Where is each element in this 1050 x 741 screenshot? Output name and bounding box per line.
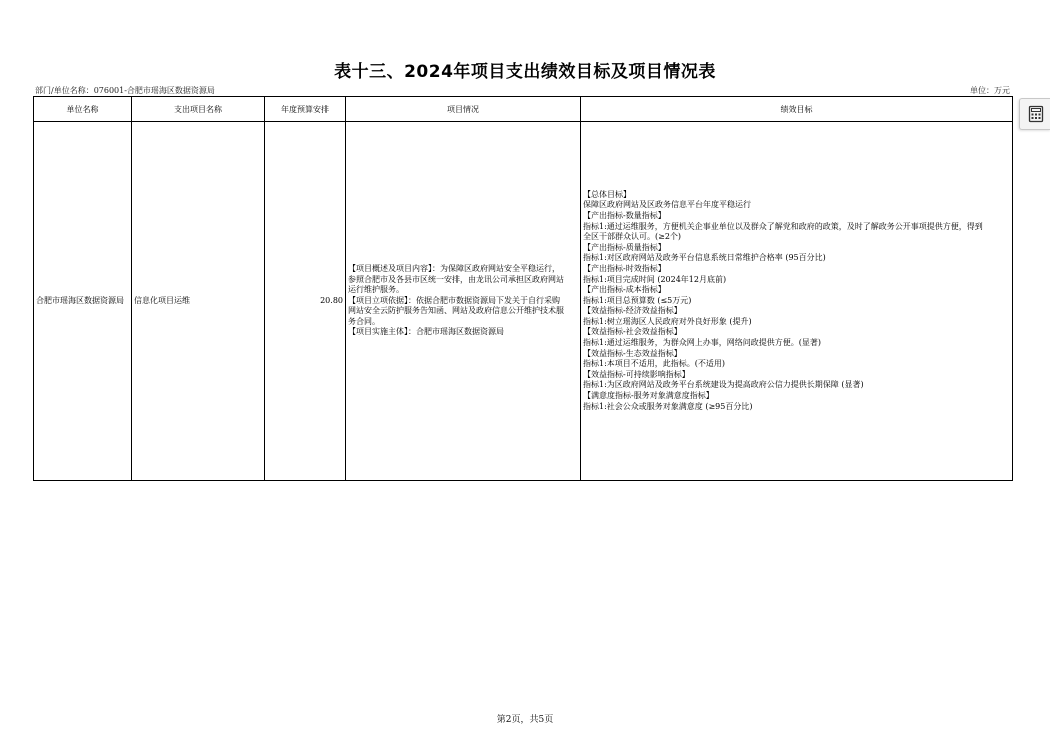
situation-line: 【项目概述及项目内容】：为保障区政府网站安全平稳运行， bbox=[348, 263, 560, 273]
performance-line: 指标1:通过运维服务，为群众网上办事，网络问政提供方便。(显著) bbox=[583, 338, 822, 348]
side-tool-button[interactable] bbox=[1019, 98, 1050, 130]
performance-table bbox=[33, 96, 1013, 481]
performance-line: 【产出指标-质量指标】 bbox=[583, 242, 666, 252]
situation-line: 【项目实施主体】：合肥市瑶海区数据资源局 bbox=[348, 327, 504, 337]
performance-line: 【总体目标】 bbox=[583, 189, 631, 199]
col-header-project-name: 支出项目名称 bbox=[132, 97, 265, 122]
performance-line: 【产出指标-数量指标】 bbox=[583, 210, 666, 220]
performance-line: 保障区政府网站及区政务信息平台年度平稳运行 bbox=[583, 200, 751, 210]
cell-project-name: 信息化项目运维 bbox=[132, 122, 265, 481]
performance-line: 【效益指标-社会效益指标】 bbox=[583, 327, 682, 337]
situation-line: 运行维护服务。 bbox=[348, 285, 404, 295]
performance-line: 指标1:树立瑶海区人民政府对外良好形象 (提升) bbox=[583, 316, 752, 326]
performance-line: 指标1:社会公众或服务对象满意度 (≥95百分比) bbox=[583, 401, 753, 411]
performance-line: 指标1:为区政府网站及政务平台系统建设为提高政府公信力提供长期保障 (显著) bbox=[583, 380, 864, 390]
table-header-row bbox=[34, 97, 1013, 122]
col-header-unit-name: 单位名称 bbox=[34, 97, 132, 122]
performance-line: 指标1:本项目不适用，此指标。(不适用) bbox=[583, 359, 726, 369]
unit-label: 单位：万元 bbox=[970, 86, 1010, 95]
situation-line: 务合同。 bbox=[348, 316, 380, 326]
table-row bbox=[34, 122, 1013, 481]
col-header-budget: 年度预算安排 bbox=[265, 97, 346, 122]
cell-situation bbox=[346, 122, 581, 481]
department-label: 部门/单位名称：076001-合肥市瑶海区数据资源局 bbox=[35, 86, 215, 95]
performance-line: 【产出指标-时效指标】 bbox=[583, 263, 666, 273]
cell-performance bbox=[581, 122, 1013, 481]
performance-line: 【效益指标-经济效益指标】 bbox=[583, 306, 682, 316]
performance-line: 指标1:项目总预算数 (≤5万元) bbox=[583, 295, 692, 305]
performance-line: 指标1:通过运维服务，方便机关企事业单位以及群众了解党和政府的政策，及时了解政务公开事项提供方便，得到 bbox=[583, 221, 983, 231]
performance-line: 【产出指标-成本指标】 bbox=[583, 285, 666, 295]
performance-line: 指标1:对区政府网站及政务平台信息系统日常维护合格率 (95百分比) bbox=[583, 253, 826, 263]
page-number: 第2页，共5页 bbox=[496, 715, 554, 725]
situation-line: 参照合肥市及各县市区统一安排，由龙讯公司承担区政府网站 bbox=[348, 274, 564, 284]
col-header-performance: 绩效目标 bbox=[581, 97, 1013, 122]
performance-line: 【效益指标-可持续影响指标】 bbox=[583, 369, 690, 379]
col-header-situation: 项目情况 bbox=[346, 97, 581, 122]
performance-line: 全区干部群众认可。(≥2个) bbox=[583, 232, 682, 242]
cell-unit-name: 合肥市瑶海区数据资源局 bbox=[34, 122, 132, 481]
performance-line: 指标1:项目完成时间 (2024年12月底前) bbox=[583, 274, 727, 284]
calculator-icon bbox=[1027, 105, 1045, 123]
cell-budget: 20.80 bbox=[265, 122, 346, 481]
page-title: 表十三、2024年项目支出绩效目标及项目情况表 bbox=[334, 62, 716, 82]
situation-line: 网站安全云防护服务告知函、网站及政府信息公开维护技术服 bbox=[348, 306, 564, 316]
performance-line: 【效益指标-生态效益指标】 bbox=[583, 348, 682, 358]
performance-line: 【满意度指标-服务对象满意度指标】 bbox=[583, 391, 714, 401]
situation-line: 【项目立项依据】：依据合肥市数据资源局下发关于自行采购 bbox=[348, 295, 560, 305]
